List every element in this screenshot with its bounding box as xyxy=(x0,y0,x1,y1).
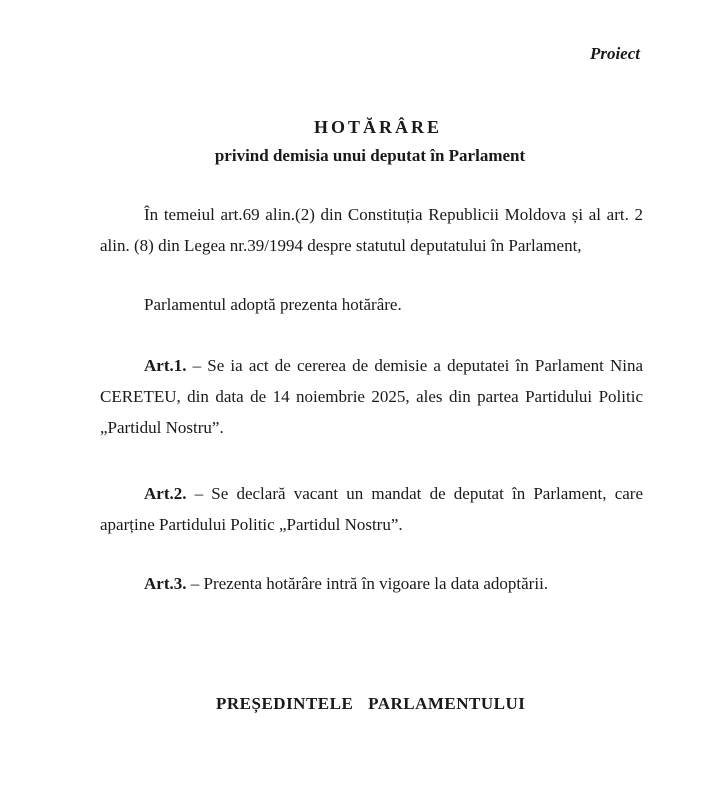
article-2 xyxy=(100,478,643,540)
article-3-label: Art.3. xyxy=(144,574,187,593)
adoption-paragraph: Parlamentul adoptă prezenta hotărâre. xyxy=(144,295,402,314)
article-3 xyxy=(100,568,643,599)
signature-title: PREȘEDINTELE PARLAMENTULUI xyxy=(216,694,526,713)
article-2-text: – Se declară vacant un mandat de deputat în Parlament, care aparține Partidului Politic „Partidul Nostru”. xyxy=(100,484,643,534)
project-label: Proiect xyxy=(589,44,640,63)
document-title: HOTĂRÂRE xyxy=(313,117,442,137)
article-3-text: – Prezenta hotărâre intră în vigoare la data adoptării. xyxy=(186,574,549,593)
document-subtitle: privind demisia unui deputat în Parlament xyxy=(214,146,526,165)
article-2-label: Art.2. xyxy=(144,484,187,503)
intro-paragraph: În temeiul art.69 alin.(2) din Constituția Republicii Moldova și al art. 2 alin. (8) din Legea nr.39/1994 despre statutul deputatului în Parlament, xyxy=(100,205,643,255)
article-1-text: – Se ia act de cererea de demisie a deputatei în Parlament Nina CERETEU, din data de 14 noiembrie 2025, ales din partea Partidului Politic „Partidul Nostru”. xyxy=(100,356,643,437)
article-1-label: Art.1. xyxy=(144,356,187,375)
article-1 xyxy=(100,350,643,443)
